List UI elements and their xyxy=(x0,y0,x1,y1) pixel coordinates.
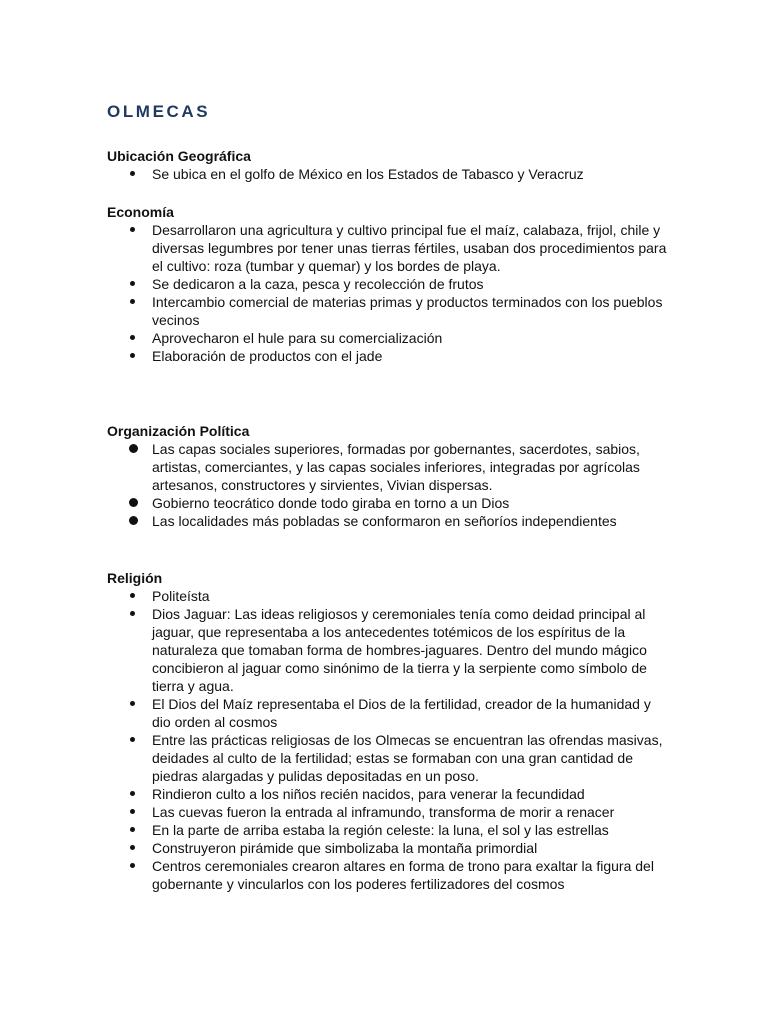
list-item: En la parte de arriba estaba la región celeste: la luna, el sol y las estrellas xyxy=(107,821,667,839)
bullet-dot-icon xyxy=(130,335,135,340)
bullet-dot-icon xyxy=(129,498,138,507)
list-item: Construyeron pirámide que simbolizaba la montaña primordial xyxy=(107,839,667,857)
section-heading: Organización Política xyxy=(107,423,250,439)
list-item: Intercambio comercial de materias primas y productos terminados con los pueblos vecinos xyxy=(107,293,667,329)
bullet-dot-icon xyxy=(130,353,135,358)
bullet-dot-icon xyxy=(130,611,135,616)
section-heading: Economía xyxy=(107,204,174,220)
list-item: Gobierno teocrático donde todo giraba en torno a un Dios xyxy=(107,494,667,512)
list-item: Centros ceremoniales crearon altares en forma de trono para exaltar la figura del gobernante y vincularlos con los poderes fertilizadores del cosmos xyxy=(107,857,667,893)
list-item: Rindieron culto a los niños recién nacidos, para venerar la fecundidad xyxy=(107,785,667,803)
bullet-dot-icon xyxy=(129,516,138,525)
bullet-list xyxy=(107,440,667,530)
list-item: Aprovecharon el hule para su comercialización xyxy=(107,329,667,347)
bullet-dot-icon xyxy=(130,593,135,598)
list-item: Las cuevas fueron la entrada al inframundo, transforma de morir a renacer xyxy=(107,803,667,821)
bullet-list xyxy=(107,587,667,893)
bullet-list xyxy=(107,165,667,183)
list-item: Las capas sociales superiores, formadas por gobernantes, sacerdotes, sabios, artistas, comerciantes, y las capas sociales inferiores, integradas por agrícolas artesanos, constructores y sirvientes, Vivian dispersas. xyxy=(107,440,667,494)
section-religion xyxy=(107,569,667,893)
list-item: Dios Jaguar: Las ideas religiosos y ceremoniales tenía como deidad principal al jaguar, que representaba a los antecedentes totémicos de los espíritus de la naturaleza que tomaban forma de hombres-jaguares. Dentro del mundo mágico concibieron al jaguar como sinónimo de la tierra y la serpiente como símbolo de tierra y agua. xyxy=(107,605,667,695)
bullet-dot-icon xyxy=(130,863,135,868)
section-heading: Religión xyxy=(107,570,163,586)
section-ubicacion xyxy=(107,147,667,183)
document-title: OLMECAS xyxy=(107,102,211,121)
section-economia xyxy=(107,203,667,365)
list-item: Politeísta xyxy=(107,587,667,605)
list-item: Se ubica en el golfo de México en los Estados de Tabasco y Veracruz xyxy=(107,165,667,183)
bullet-dot-icon xyxy=(130,827,135,832)
bullet-dot-icon xyxy=(130,281,135,286)
list-item: Entre las prácticas religiosas de los Olmecas se encuentran las ofrendas masivas, deidades al culto de la fertilidad; estas se formaban con una gran cantidad de piedras alargadas y pulidas depositadas en un poso. xyxy=(107,731,667,785)
list-item: Desarrollaron una agricultura y cultivo principal fue el maíz, calabaza, frijol, chile y diversas legumbres por tener unas tierras fértiles, usaban dos procedimientos para el cultivo: roza (tumbar y quemar) y los bordes de playa. xyxy=(107,221,667,275)
bullet-dot-icon xyxy=(130,845,135,850)
list-item: Se dedicaron a la caza, pesca y recolección de frutos xyxy=(107,275,667,293)
bullet-dot-icon xyxy=(130,171,135,176)
bullet-dot-icon xyxy=(130,809,135,814)
bullet-dot-icon xyxy=(130,701,135,706)
section-heading: Ubicación Geográfica xyxy=(107,148,251,164)
bullet-dot-icon xyxy=(130,791,135,796)
bullet-dot-icon xyxy=(130,227,135,232)
list-item: Elaboración de productos con el jade xyxy=(107,347,667,365)
bullet-dot-icon xyxy=(130,299,135,304)
list-item: Las localidades más pobladas se conformaron en señoríos independientes xyxy=(107,512,667,530)
bullet-list xyxy=(107,221,667,365)
list-item: El Dios del Maíz representaba el Dios de la fertilidad, creador de la humanidad y dio orden al cosmos xyxy=(107,695,667,731)
bullet-dot-icon xyxy=(129,444,138,453)
section-organizacion-politica xyxy=(107,422,667,530)
bullet-dot-icon xyxy=(130,737,135,742)
